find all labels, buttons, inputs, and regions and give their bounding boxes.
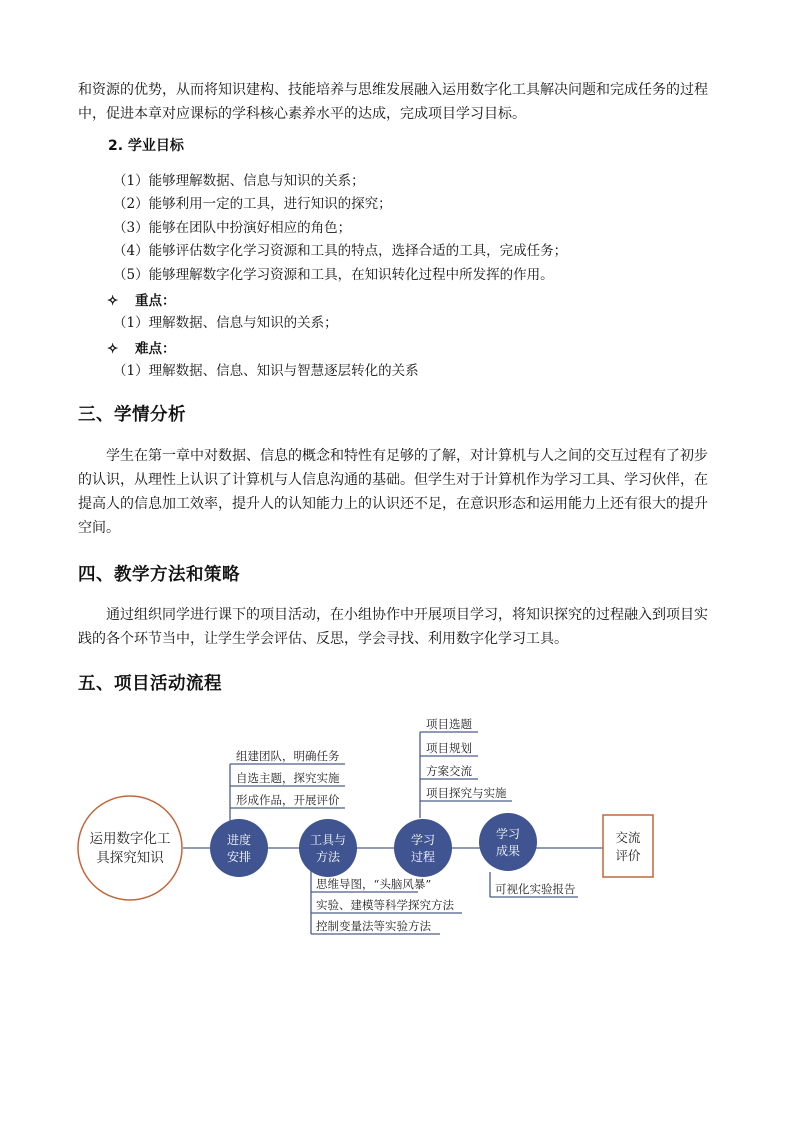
goal-item-3: （3）能够在团队中扮演好相应的角色； [113,220,352,236]
node-schedule [210,819,268,877]
process-item-4: 项目探究与实施 [426,786,507,800]
node-tools [299,819,357,877]
section3-title: 三、学情分析 [78,405,186,425]
node-tools-label-2: 方法 [315,850,341,864]
intro-paragraph: 和资源的优势，从而将知识建构、技能培养与思维发展融入运用数字化工具解决问题和完成任务的过程中，促进本章对应课标的学科核心素养水平的达成，完成项目学习目标。 [78,82,708,122]
process-item-2: 项目规划 [426,741,472,755]
section4-paragraph: 通过组织同学进行课下的项目活动，在小组协作中开展项目学习，将知识探究的过程融入到项目实践的各个环节当中，让学生学会评估、反思，学会寻找、利用数字化学习工具。 [78,607,708,647]
process-item-1: 项目选题 [426,717,472,731]
tool-item-2: 实验、建模等科学探究方法 [316,898,454,912]
process-item-3: 方案交流 [426,764,472,778]
goal-item-5: （5）能够理解数字化学习资源和工具，在知识转化过程中所发挥的作用。 [113,267,554,283]
difficulty-label: 难点： [135,341,176,357]
diamond-icon: ✧ [107,341,119,357]
end-node-label-1: 交流 [615,830,641,845]
node-process-label-2: 过程 [410,850,436,864]
start-node-line-2: 具探究知识 [96,850,164,866]
node-result-label-1: 学习 [495,827,521,841]
schedule-item-2: 自选主题，探究实施 [236,771,340,785]
goal-item-4: （4）能够评估数字化学习资源和工具的特点，选择合适的工具，完成任务； [113,243,568,259]
node-schedule-label-1: 进度 [226,833,252,847]
end-node [603,815,653,877]
goal-item-2: （2）能够利用一定的工具，进行知识的探究； [113,196,392,212]
goal-item-1: （1）能够理解数据、信息与知识的关系； [113,173,365,189]
diamond-icon: ✧ [107,293,119,309]
key-point-label: 重点： [135,293,176,309]
node-result-label-2: 成果 [495,844,521,858]
node-process [394,819,452,877]
result-item-1: 可视化实验报告 [495,882,576,896]
key-point-item: （1）理解数据、信息与知识的关系； [113,315,338,331]
section5-title: 五、项目活动流程 [78,674,222,694]
section4-title: 四、教学方法和策略 [78,565,240,585]
start-node-line-1: 运用数字化工 [89,831,171,847]
goals-heading: 2. 学业目标 [108,138,184,154]
difficulty-item: （1）理解数据、信息、知识与智慧逐层转化的关系 [113,363,419,379]
section3-paragraph: 学生在第一章中对数据、信息的概念和特性有足够的了解，对计算机与人之间的交互过程有了初步的认识，从理性上认识了计算机与人信息沟通的基础。但学生对于计算机作为学习工具、学习伙伴，在提高人的信息加工效率，提升人的认知能力上的认识还不足，在意识形态和运用能力上还有很大的提升空间。 [78,448,708,536]
node-result [479,813,537,871]
schedule-item-3: 形成作品，开展评价 [236,793,340,807]
start-node [78,796,182,900]
node-process-label-1: 学习 [410,833,436,847]
tool-item-1: 思维导图，“头脑风暴” [316,877,432,891]
end-node-label-2: 评价 [615,848,641,863]
node-schedule-label-2: 安排 [226,850,252,864]
node-tools-label-1: 工具与 [309,833,347,847]
schedule-item-1: 组建团队，明确任务 [236,749,340,763]
tool-item-3: 控制变量法等实验方法 [316,919,431,933]
